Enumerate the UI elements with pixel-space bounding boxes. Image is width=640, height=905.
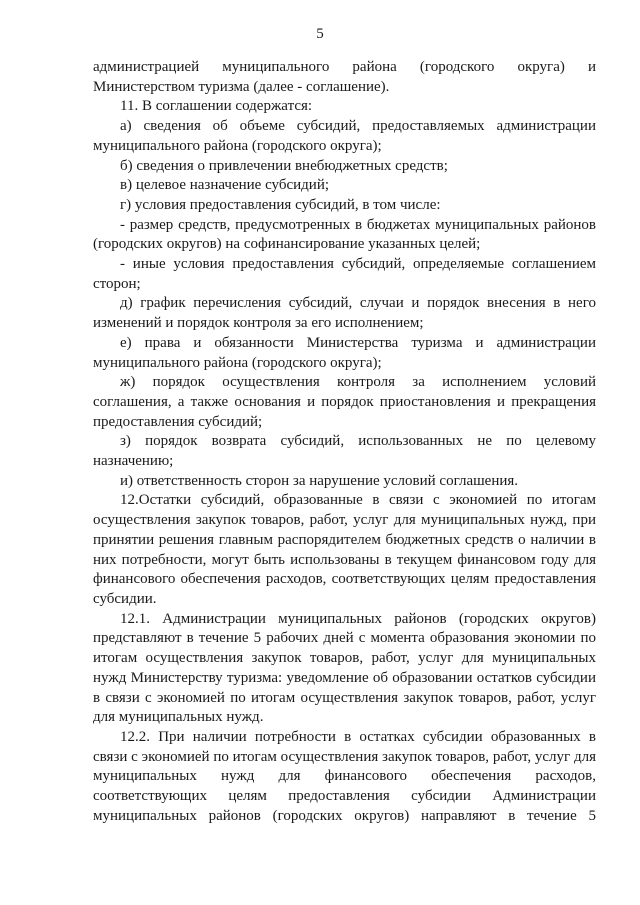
- paragraph-item-12-1: 12.1. Администрации муниципальных районов (городских округов) представляют в течение 5 рабочих дней с момента образования экономии по итогам осуществления закупок товаров, работ, услуг для муниципальных нужд Министерству туризма: уведомление об образовании остатков субсидии в связи с экономией по итогам осуществления закупок товаров, работ, услуг для муниципальных нужд.: [93, 610, 596, 726]
- paragraph-item-11i: и) ответственность сторон за нарушение условий соглашения.: [120, 472, 519, 489]
- paragraph-item-12: 12.Остатки субсидий, образованные в связи с экономией по итогам осуществления закупок товаров, работ, услуг для муниципальных нужд, при принятии решения главным распорядителем бюджетных средств о наличии в них потребности, могут быть использованы в текущем финансовом году для финансового обеспечения расходов, соответствующих целям предоставления субсидии.: [93, 492, 596, 607]
- paragraph-item-11: 11. В соглашении содержатся:: [120, 98, 313, 115]
- paragraph-item-11a: а) сведения об объеме субсидий, предоставляемых администрации муниципального района (городского округа);: [93, 118, 596, 154]
- paragraph-item-12-2: 12.2. При наличии потребности в остатках субсидии образованных в связи с экономией по итогам осуществления закупок товаров, работ, услуг для муниципальных нужд для финансового обеспечения расходов, соответствующих целям предоставления субсидии Администрации муниципальных районов (городских округов) направляют в течение 5: [93, 728, 596, 824]
- paragraph-item-11v: в) целевое назначение субсидий;: [120, 177, 330, 194]
- page-number: 5: [316, 26, 324, 42]
- body-text: [93, 58, 596, 826]
- paragraph-continuation: администрацией муниципального района (городского округа) и Министерством туризма (далее - соглашение).: [93, 59, 596, 95]
- paragraph-item-11zh: ж) порядок осуществления контроля за исполнением условий соглашения, а также основания и порядок приостановления и прекращения предоставления субсидий;: [93, 374, 596, 430]
- paragraph-item-11e: е) права и обязанности Министерства туризма и администрации муниципального района (городского округа);: [93, 334, 596, 371]
- paragraph-item-11b: б) сведения о привлечении внебюджетных средств;: [120, 157, 448, 174]
- paragraph-item-11g: г) условия предоставления субсидий, в том числе:: [120, 196, 441, 213]
- paragraph-item-11z: з) порядок возврата субсидий, использованных не по целевому назначению;: [93, 433, 596, 470]
- paragraph-dash-2: - иные условия предоставления субсидий, определяемые соглашением сторон;: [93, 256, 596, 292]
- paragraph-item-11d: д) график перечисления субсидий, случаи и порядок внесения в него изменений и порядок контроля за его исполнением;: [93, 295, 596, 332]
- paragraph-dash-1: - размер средств, предусмотренных в бюджетах муниципальных районов (городских округов) на софинансирование указанных целей;: [93, 216, 596, 253]
